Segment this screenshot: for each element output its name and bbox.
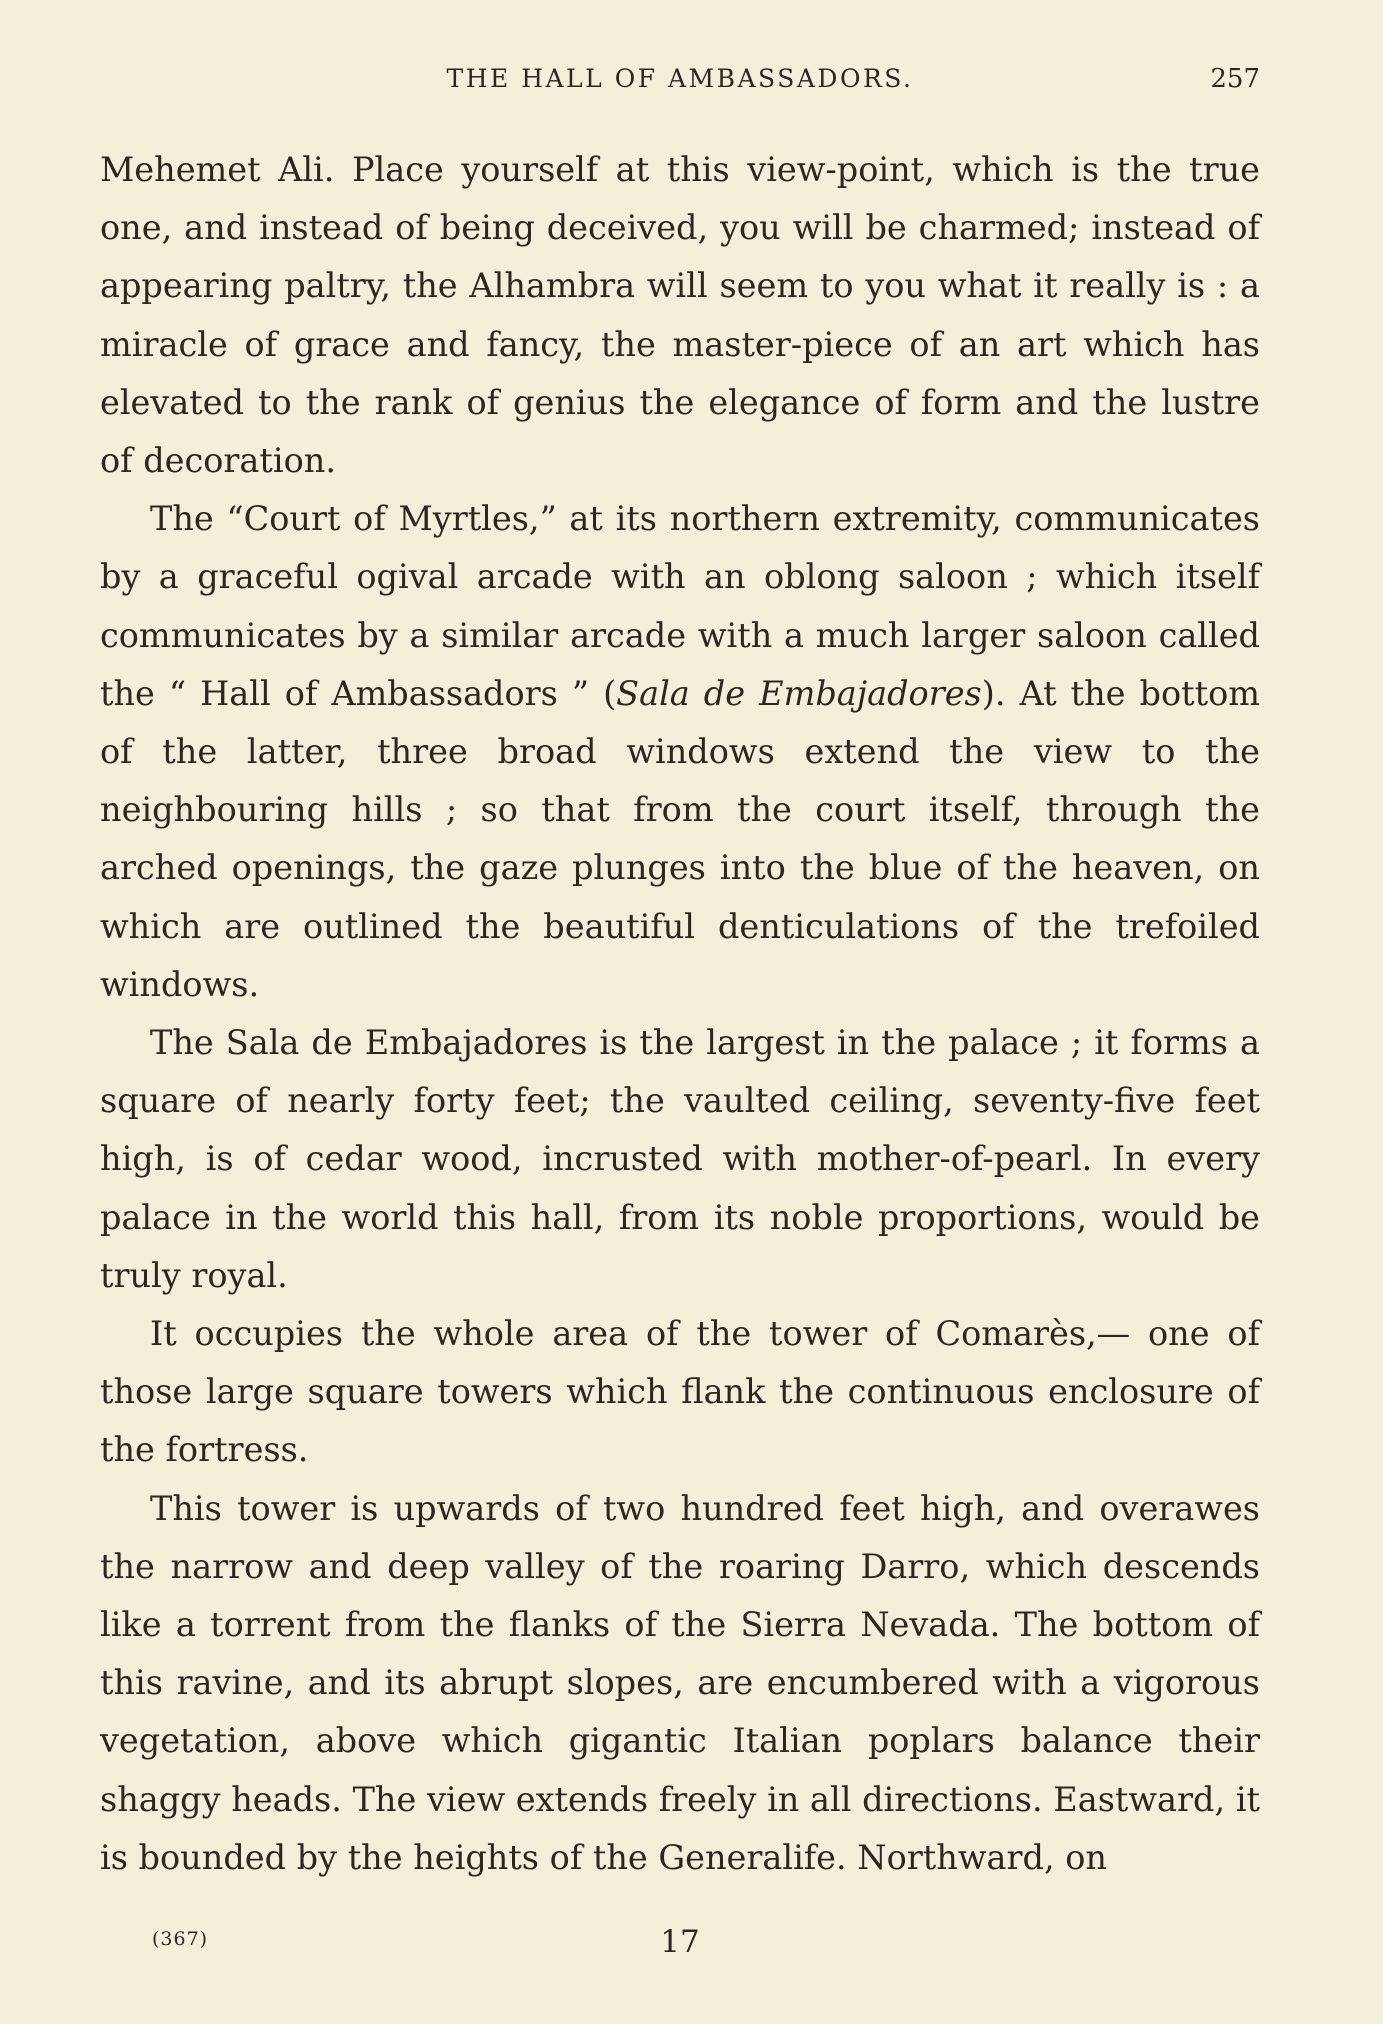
running-head (100, 60, 1260, 100)
paragraph-2-text-a: The “Court of Myrtles,” at its northern extremity, communicates by a graceful ogival arcade with an oblong saloon ; which itself communicates by a similar arcade with a much larger saloon called the “ Hall of Ambassadors ” ( (100, 499, 1260, 713)
paragraph-2-italic: Sala de Embajadores (616, 673, 982, 713)
page-footer (100, 1924, 1260, 1968)
paragraph-3: The Sala de Embajadores is the largest in the palace ; it forms a square of nearly forty feet; the vaulted ceiling, seventy-five feet high, is of cedar wood, incrusted with mother-of-pearl. In every palace in the world this hall, from its noble proportions, would be truly royal. (100, 1023, 1260, 1295)
running-title: THE HALL OF AMBASSADORS. (446, 64, 914, 93)
paragraph-2-text-b: ). At the bottom of the latter, three broad windows extend the view to the neighbouring hills ; so that from the court itself, through the arched openings, the gaze plunges into the blue of the heaven, on which are outlined the beautiful denticulations of the trefoiled windows. (100, 673, 1260, 1004)
body-text (100, 141, 1260, 1887)
paragraph-2 (100, 490, 1260, 1014)
paragraph-5: This tower is upwards of two hundred feet high, and overawes the narrow and deep valley of the roaring Darro, which descends like a torrent from the flanks of the Sierra Nevada. The bottom of this ravine, and its abrupt slopes, are encumbered with a vigorous vegetation, above which gigantic Italian poplars balance their shaggy heads. The view extends freely in all directions. Eastward, it is bounded by the heights of the Generalife. Northward, on (100, 1488, 1260, 1877)
paragraph-4: It occupies the whole area of the tower of Comarès,— one of those large square towers which flank the continuous enclosure of the fortress. (100, 1314, 1260, 1470)
sheet-number: 17 (660, 1924, 700, 1960)
printer-signature: (367) (152, 1928, 209, 1950)
page-number: 257 (1210, 64, 1260, 94)
paragraph-1: Mehemet Ali. Place yourself at this view-point, which is the true one, and instead of being deceived, you will be charmed; instead of appearing paltry, the Alhambra will seem to you what it really is : a miracle of grace and fancy, the master-piece of an art which has elevated to the rank of genius the elegance of form and the lustre of decoration. (100, 150, 1260, 481)
